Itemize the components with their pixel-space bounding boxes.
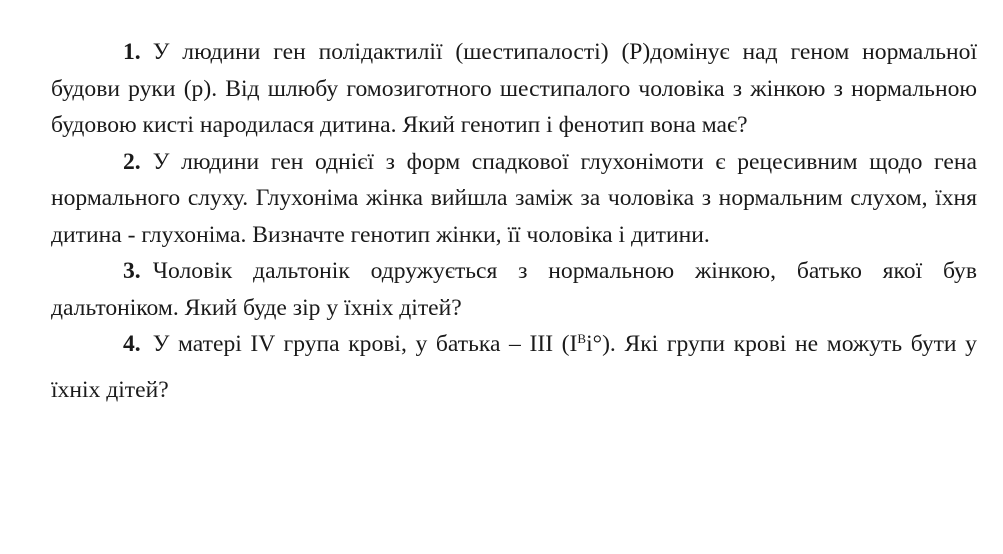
task-number: 1. xyxy=(123,39,141,65)
task-text-after: i°). Які групи крові не можуть бути у їхніх дітей? xyxy=(51,331,977,403)
task-4 xyxy=(51,321,977,413)
task-text-before: У матері IV група крові, у батька – III (I xyxy=(152,331,578,357)
blood-allele-superscript: B xyxy=(577,331,587,346)
task-1 xyxy=(51,34,977,144)
task-text: У людини ген полідактилії (шестипалості) (Р)домінує над геном нормальної будови руки (р). Від шлюбу гомозиготного шестипалого чоловіка з жінкою з нормальною будовою кисті народилася дитина. Який генотип і фенотип вона має? xyxy=(51,39,977,138)
document-body xyxy=(51,34,977,413)
task-number: 4. xyxy=(123,331,141,357)
task-number: 2. xyxy=(123,148,141,175)
task-text: У людини ген однієї з форм спадкової глухонімоти є рецесивним щодо гена нормального слуху. Глухоніма жінка вийшла заміж за чоловіка з нормальним слухом, їхня дитина - глухоніма. Визначте генотип жінки, її чоловіка і дитини. xyxy=(51,148,977,248)
task-text: Чоловік дальтонік одружується з нормальною жінкою, батько якої був дальтоніком. Який буде зір у їхніх дітей? xyxy=(51,258,977,321)
task-3 xyxy=(51,253,977,326)
task-2 xyxy=(51,144,977,254)
task-number: 3. xyxy=(123,258,141,284)
